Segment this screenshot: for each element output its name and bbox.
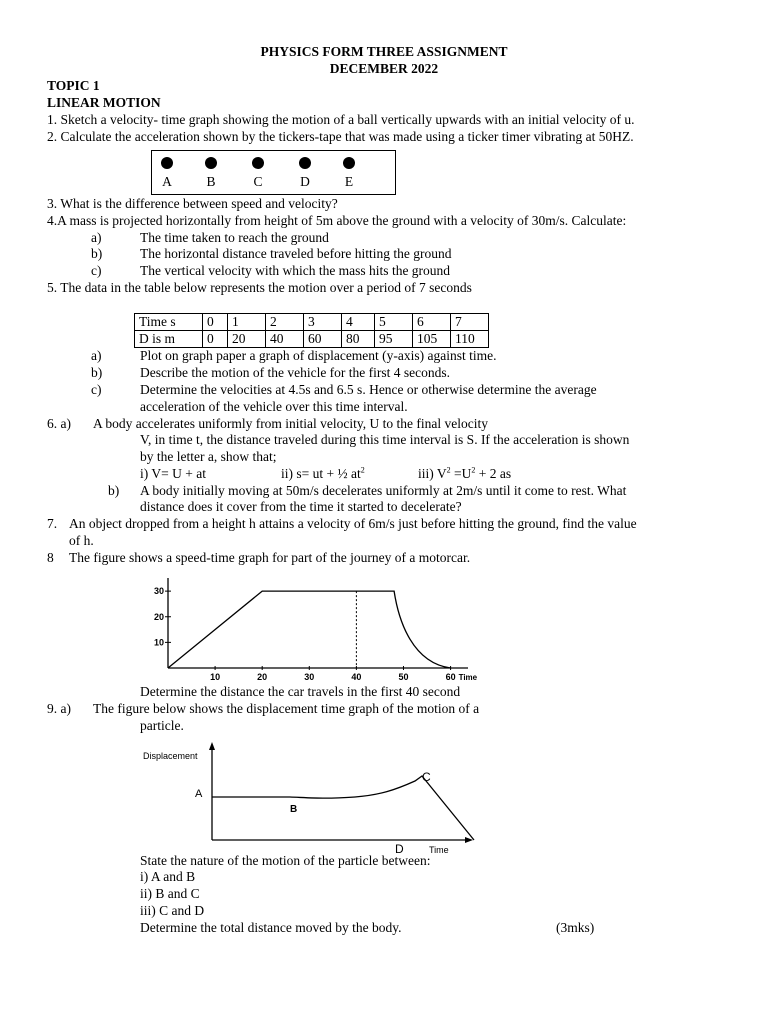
table-cell: 5 — [375, 314, 413, 331]
q8-text: The figure shows a speed-time graph for part of the journey of a motorcar. — [69, 550, 471, 565]
x-tick-label: 30 — [304, 672, 315, 682]
q6-part-text: A body initially moving at 50m/s decelerates uniformly at 2m/s until it come to rest. What — [140, 483, 627, 498]
table-cell: 40 — [266, 331, 304, 348]
question-9-number: 9. a) — [47, 701, 71, 716]
q4-part-text: The vertical velocity with which the mass hits the ground — [140, 263, 451, 278]
table-cell: 6 — [413, 314, 451, 331]
q4-part-text: The time taken to reach the ground — [140, 230, 329, 245]
speed-curve — [168, 591, 451, 668]
q6-text: A body accelerates uniformly from initial velocity, U to the final velocity — [93, 416, 489, 431]
tape-label: A — [162, 174, 172, 189]
assignment-date: DECEMBER 2022 — [329, 61, 439, 76]
graph-axes — [154, 578, 478, 682]
table-cell: 95 — [375, 331, 413, 348]
table-cell: 1 — [228, 314, 266, 331]
y-axis-title: Displacement — [143, 751, 198, 761]
graph-marks — [168, 591, 451, 668]
tape-dot — [299, 157, 311, 169]
assignment-title: PHYSICS FORM THREE ASSIGNMENT — [260, 44, 508, 59]
q6-equation-3: iii) $V^2 =U^2 + 2$ as — [418, 465, 512, 481]
tape-label: B — [206, 174, 216, 189]
q9-total-distance: Determine the total distance moved by the body. — [140, 920, 402, 935]
q5-part-label: c) — [91, 382, 102, 397]
q8-follow-up: Determine the distance the car travels in the first 40 second — [140, 684, 461, 699]
q9-text: particle. — [140, 718, 184, 733]
ticker-tape — [151, 150, 396, 195]
question-5-stem: 5. The data in the table below represents the motion over a period of 7 seconds — [47, 280, 472, 295]
question-4-stem: 4.A mass is projected horizontally from height of 5m above the ground with a velocity of 30m/s. Calculate: — [47, 213, 627, 228]
q5-part-text: Describe the motion of the vehicle for the first 4 seconds. — [140, 365, 451, 380]
point-label-c: C — [422, 770, 431, 784]
q6-text: V, in time t, the distance traveled during this time interval is S. If the acceleration is shown — [140, 432, 630, 447]
question-8-number: 8 — [47, 550, 54, 565]
y-tick-label: 10 — [153, 637, 164, 648]
table-cell: 0 — [203, 314, 228, 331]
question-1: 1. Sketch a velocity- time graph showing the motion of a ball vertically upwards with an initial velocity of u. — [47, 112, 635, 127]
q9-marks: (3mks) — [556, 920, 595, 935]
table-cell: 7 — [451, 314, 489, 331]
table-cell: 110 — [451, 331, 489, 348]
y-tick-label: 20 — [153, 611, 164, 622]
point-label-d: D — [395, 842, 404, 856]
q9-prompt: State the nature of the motion of the particle between: — [140, 853, 431, 868]
table-cell: 105 — [413, 331, 451, 348]
q5-part-text-cont: acceleration of the vehicle over this time interval. — [140, 399, 408, 414]
table-cell: Time s — [135, 314, 203, 331]
q5-part-label: b) — [91, 365, 103, 380]
q6-equation-2: ii) s= ut + ½ $at^2$ — [281, 465, 365, 481]
table-cell: 20 — [228, 331, 266, 348]
tape-label: C — [253, 174, 263, 189]
q9-item: i) A and B — [140, 869, 196, 884]
table-cell: 0 — [203, 331, 228, 348]
table-cell: 4 — [342, 314, 375, 331]
question-6-number: 6. a) — [47, 416, 71, 431]
q5-part-text: Plot on graph paper a graph of displacement (y-axis) against time. — [140, 348, 497, 363]
q6-equation-1: i) V= U + at — [140, 466, 206, 481]
tape-dot — [252, 157, 264, 169]
topic-number: TOPIC 1 — [47, 78, 100, 93]
question-2: 2. Calculate the acceleration shown by the tickers-tape that was made using a ticker timer vibrating at 50HZ. — [47, 129, 634, 144]
q7-text: of h. — [69, 533, 94, 548]
table-cell: 80 — [342, 331, 375, 348]
guide — [212, 735, 478, 798]
x-tick-label: 20 — [257, 672, 268, 682]
table-row — [135, 331, 489, 348]
displacement-time-graph — [140, 735, 480, 860]
table-cell: 2 — [266, 314, 304, 331]
q9-item: iii) C and D — [140, 903, 205, 918]
q6-part-text: distance does it cover from the time it started to decelerate? — [140, 499, 462, 514]
topic-name: LINEAR MOTION — [47, 95, 161, 110]
speed-time-graph — [135, 573, 495, 693]
q5-part-label: a) — [91, 348, 102, 363]
table-cell: 3 — [304, 314, 342, 331]
x-tick-label: 60 — [445, 672, 456, 682]
q4-part-label: a) — [91, 230, 102, 245]
table-cell: D is m — [135, 331, 203, 348]
point-label-b: B — [290, 804, 298, 815]
x-axis-title: Time — [458, 673, 478, 682]
x-tick-label: 40 — [351, 672, 362, 682]
q4-part-label: c) — [91, 263, 102, 278]
tape-dot — [343, 157, 355, 169]
point-label-a: A — [195, 788, 203, 800]
question-3: 3. What is the difference between speed and velocity? — [47, 196, 338, 211]
table-row — [135, 314, 489, 331]
x-tick-label: 50 — [398, 672, 409, 682]
x-tick-label: 10 — [210, 672, 221, 682]
tape-label: D — [300, 174, 310, 189]
q4-part-label: b) — [91, 246, 103, 261]
q4-part-text: The horizontal distance traveled before hitting the ground — [140, 246, 452, 261]
q9-text: The figure below shows the displacement time graph of the motion of a — [93, 701, 480, 716]
y-tick-label: 30 — [153, 586, 164, 597]
motion-data-table — [134, 313, 489, 348]
x-axis-title: Time — [429, 845, 449, 855]
question-7-number: 7. — [47, 516, 58, 531]
y-axis-arrow — [209, 742, 215, 750]
q6-text: by the letter a, show that; — [140, 449, 277, 464]
q6-part-label: b) — [108, 483, 120, 498]
q7-text: An object dropped from a height h attains a velocity of 6m/s just before hitting the ground, find the value — [69, 516, 637, 531]
q5-part-text: Determine the velocities at 4.5s and 6.5 s. Hence or otherwise determine the average — [140, 382, 597, 397]
displacement-curve — [212, 776, 474, 840]
tape-dot — [205, 157, 217, 169]
table-cell: 60 — [304, 331, 342, 348]
tape-dot — [161, 157, 173, 169]
q9-item: ii) B and C — [140, 886, 200, 901]
tape-label: E — [344, 174, 354, 189]
